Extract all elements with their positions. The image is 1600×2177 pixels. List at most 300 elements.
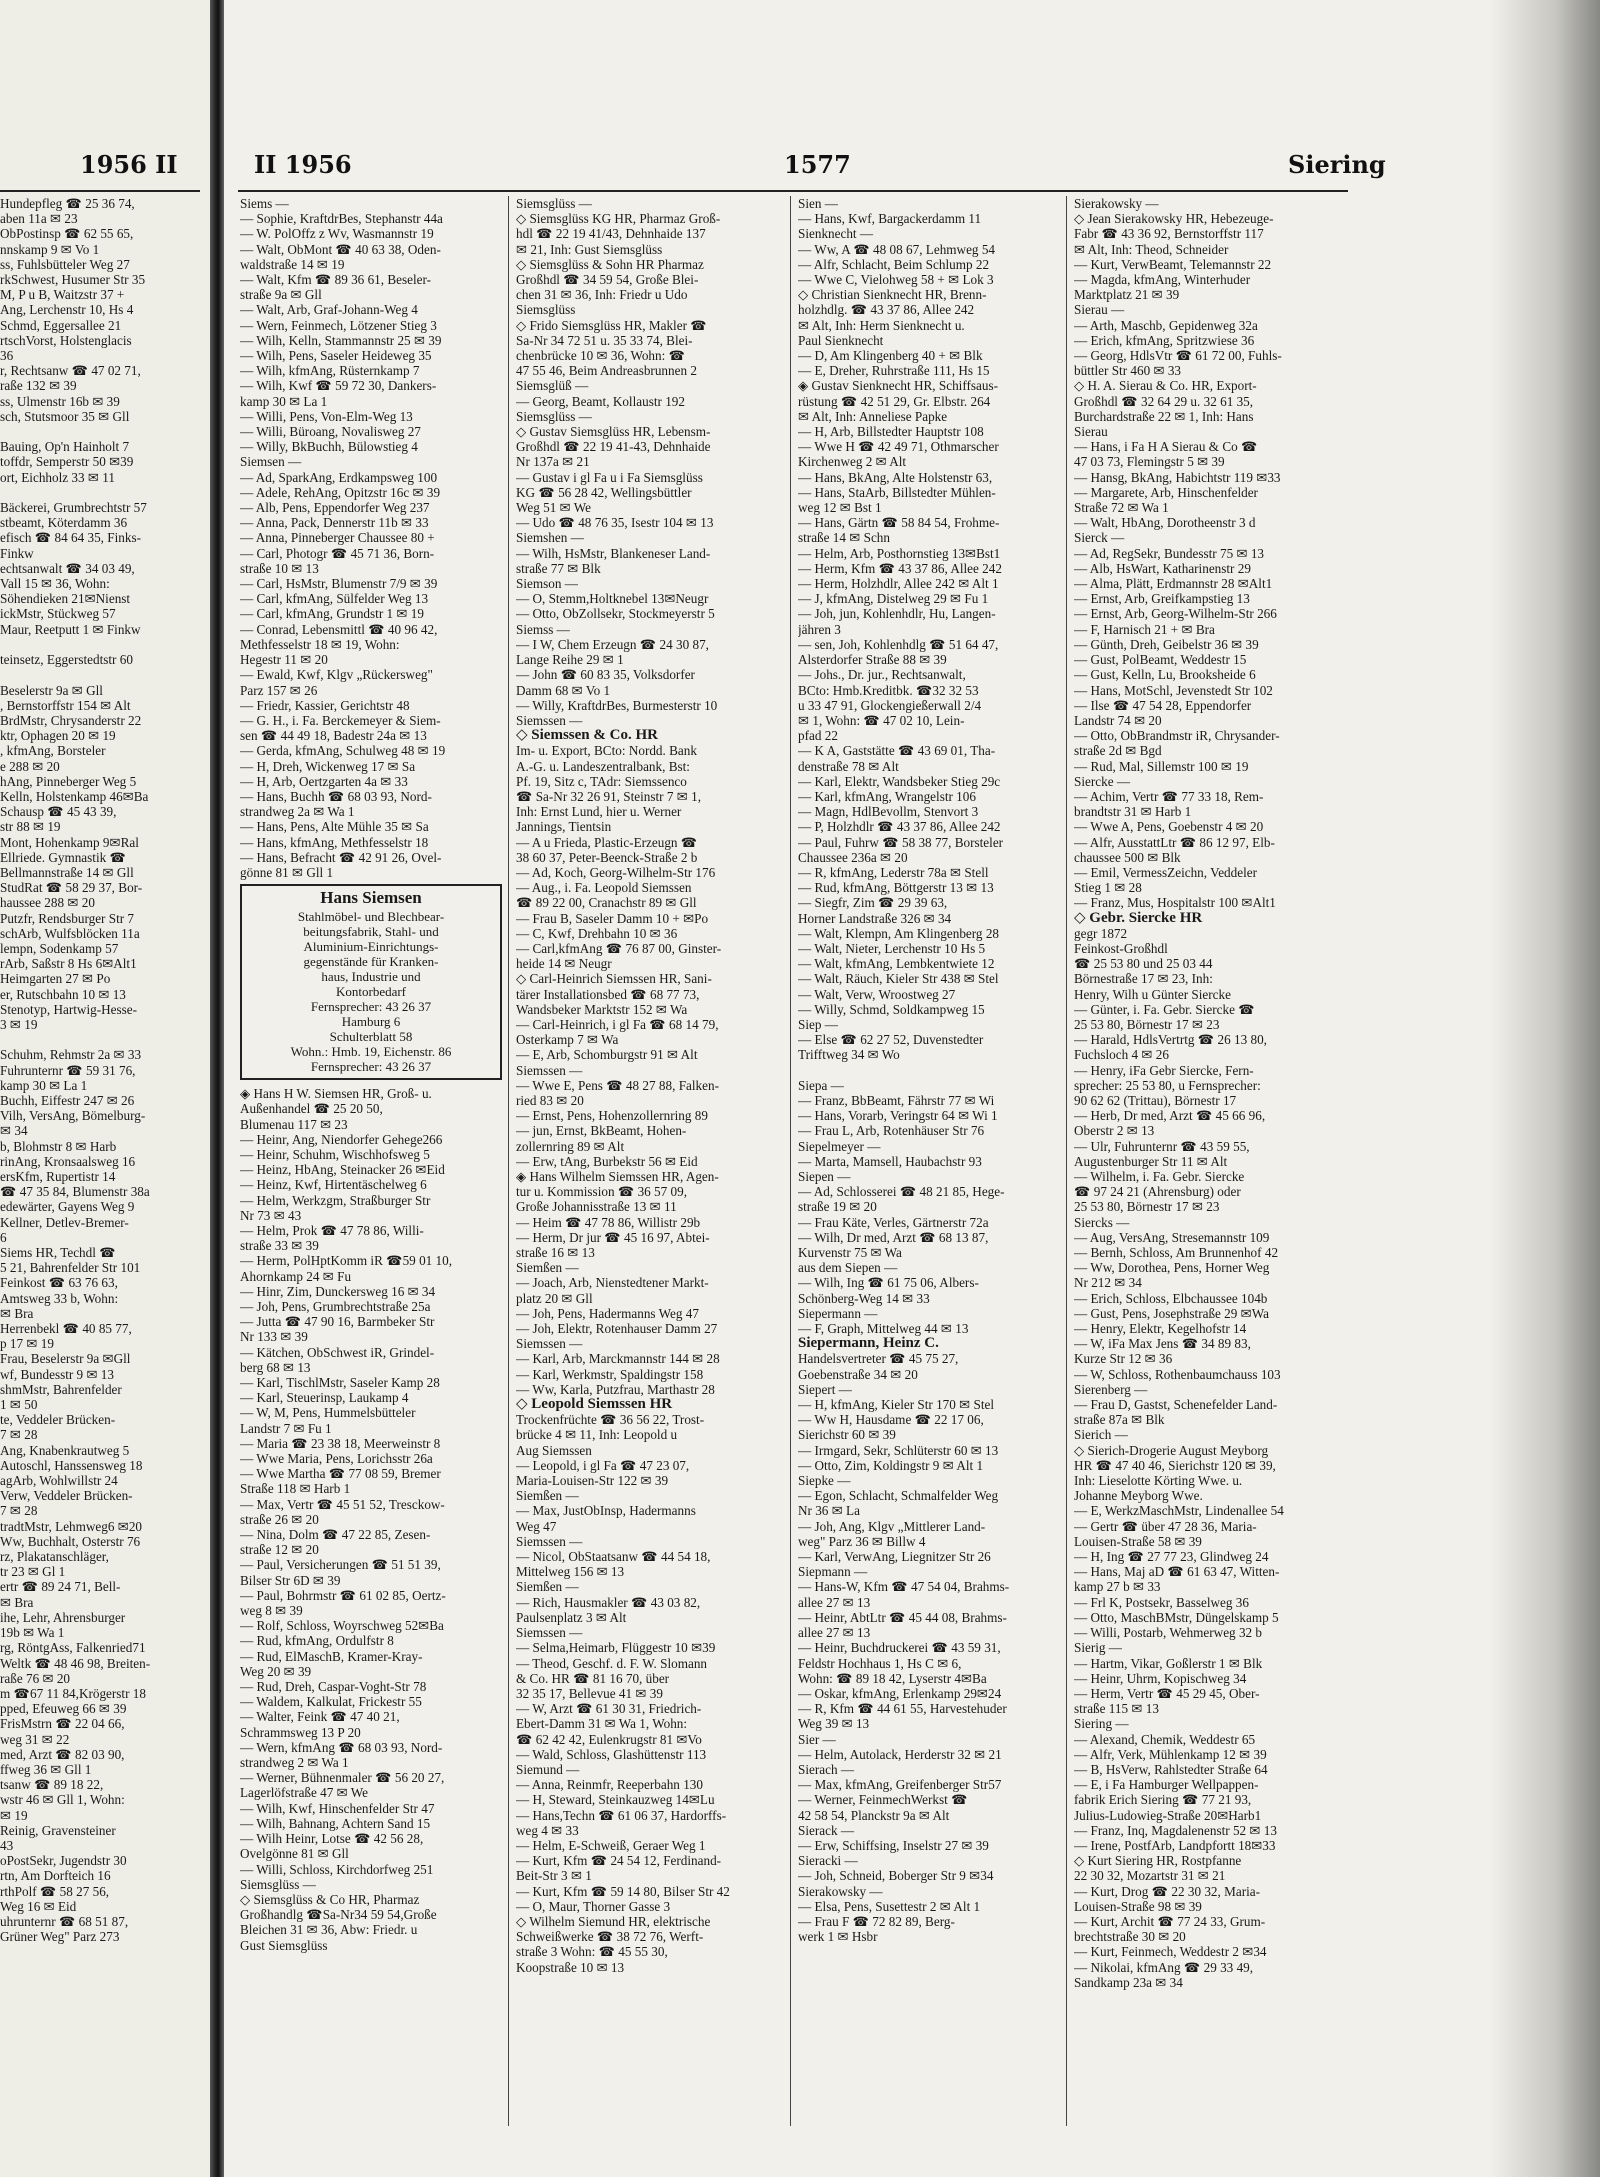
listing-line: Feinkost-Großhdl: [1074, 940, 1168, 956]
listing-line: — Erw, tAng, Burbekstr 56 ✉ Eid: [516, 1153, 698, 1169]
listing-line: Grüner Weg" Parz 273: [0, 1929, 120, 1945]
right-page: [224, 0, 1600, 2177]
listing-line: Louisen-Straße 58 ✉ 39: [1074, 1533, 1202, 1549]
listing-line: Ebert-Damm 31 ✉ Wa 1, Wohn:: [516, 1716, 688, 1732]
listing-line: — Willy, KraftdrBes, Burmesterstr 10: [516, 697, 718, 713]
listing-line: — Wern, kfmAng ☎ 68 03 93, Nord-: [240, 1739, 443, 1755]
listing-line: ktr, Ophagen 20 ✉ 19: [0, 728, 116, 744]
listing-line: ◇ Kurt Siering HR, Rostpfanne: [1074, 1853, 1242, 1869]
listing-line: Großhandlg ☎Sa-Nr34 59 54,Große: [240, 1907, 437, 1923]
listing-line: echtsanwalt ☎ 34 03 49,: [0, 560, 135, 576]
listing-line: Siemsen —: [240, 454, 302, 470]
listing-line: — Hans, Vorarb, Veringstr 64 ✉ Wi 1: [798, 1108, 998, 1124]
listing-line: te, Veddeler Brücken-: [0, 1412, 116, 1428]
listing-line: — Hans, MotSchl, Jevenstedt Str 102: [1074, 682, 1273, 698]
listing-line: kamp 30 ✉ La 1: [240, 393, 328, 409]
listing-line: Horner Landstraße 326 ✉ 34: [798, 910, 952, 926]
listing-line: Nr 137a ✉ 21: [516, 454, 590, 470]
listing-line: — Erw, Schiffsing, Inselstr 27 ✉ 39: [798, 1837, 989, 1853]
listing-line: — Willi, Büroang, Novalisweg 27: [240, 424, 421, 440]
listing-line: — Alb, Pens, Eppendorfer Weg 237: [240, 500, 430, 516]
listing-line: — Paul, Bohrmstr ☎ 61 02 85, Oertz-: [240, 1587, 446, 1603]
listing-line: straße 3 Wohn: ☎ 45 55 30,: [516, 1944, 668, 1960]
listing-line: Inh: Ernst Lund, hier u. Werner: [516, 804, 682, 820]
listing-line: Siepmann —: [798, 1564, 868, 1580]
listing-line: BrdMstr, Chrysanderstr 22: [0, 712, 142, 728]
listing-line: FrisMstrn ☎ 22 04 66,: [0, 1716, 125, 1732]
listing-line: 22 30 32, Mozartstr 31 ✉ 21: [1074, 1868, 1226, 1884]
listing-line: Augustenburger Str 11 ✉ Alt: [1074, 1153, 1228, 1169]
listing-line: Beselerstr 9a ✉ Gll: [0, 682, 103, 698]
listing-line: — W, Schloss, Rothenbaumchauss 103: [1074, 1366, 1281, 1382]
listing-line: — Hans, Gärtn ☎ 58 84 54, Frohme-: [798, 515, 1000, 531]
listing-line: — Walt, Arb, Graf-Johann-Weg 4: [240, 302, 418, 318]
listing-line: — Rich, Hausmakler ☎ 43 03 82,: [516, 1594, 701, 1610]
listing-line: — Carl, kfmAng, Sülfelder Weg 13: [240, 591, 429, 607]
listing-line: Paul Sienknecht: [798, 332, 884, 348]
listing-line: ss, Ulmenstr 16b ✉ 39: [0, 393, 120, 409]
listing-line: ☎ 97 24 21 (Ahrensburg) oder: [1074, 1184, 1241, 1200]
listing-line: rg, RöntgAss, Falkenried71: [0, 1640, 146, 1656]
listing-line: — Hans,Techn ☎ 61 06 37, Hardorffs-: [516, 1807, 727, 1823]
listing-line: — Karl, Werkmstr, Spaldingstr 158: [516, 1366, 704, 1382]
listing-line: brandtstr 31 ✉ Harb 1: [1074, 804, 1192, 820]
listing-line: ◇ Carl-Heinrich Siemssen HR, Sani-: [516, 971, 712, 987]
listing-line: — Hinr, Zim, Dunckersweg 16 ✉ 34: [240, 1283, 436, 1299]
listing-line: stbeamt, Köterdamm 36: [0, 515, 128, 531]
listing-line: — Ernst, Arb, Georg-Wilhelm-Str 266: [1074, 606, 1277, 622]
listing-line: — Wilh Heinr, Lotse ☎ 42 56 28,: [240, 1831, 424, 1847]
advertisement-line: haus, Industrie und: [321, 969, 421, 985]
listing-line: — W. PolOffz z Wv, Wasmannstr 19: [240, 226, 434, 242]
listing-line: straße 12 ✉ 20: [240, 1542, 319, 1558]
listing-line: ◈ Hans H W. Siemsen HR, Groß- u.: [240, 1086, 432, 1102]
listing-line: — R, kfmAng, Lederstr 78a ✉ Stell: [798, 864, 989, 880]
listing-line: — Bernh, Schloss, Am Brunnenhof 42: [1074, 1245, 1279, 1261]
listing-line: — Heinz, Kwf, Hirtentäschelweg 6: [240, 1177, 427, 1193]
listing-line: Aug Siemssen: [516, 1442, 592, 1458]
listing-line: Siemssen —: [516, 1336, 583, 1352]
listing-line: ◇ Wilhelm Siemund HR, elektrische: [516, 1913, 711, 1929]
page-running-head: Siering: [1288, 150, 1386, 179]
listing-line: [0, 1032, 150, 1047]
listing-line: Schweißwerke ☎ 38 72 76, Werft-: [516, 1929, 704, 1945]
listing-line: — Heim ☎ 47 78 86, Willistr 29b: [516, 1214, 701, 1230]
listing-line: — Helm, E-Schweiß, Geraer Weg 1: [516, 1837, 706, 1853]
listing-line: — Henry, iFa Gebr Siercke, Fern-: [1074, 1062, 1254, 1078]
listing-line: — Hans, i Fa H A Sierau & Co ☎: [1074, 439, 1258, 455]
listing-line: ickMstr, Stückweg 57: [0, 606, 116, 622]
listing-line: Siepke —: [798, 1473, 851, 1489]
listing-line: pped, Efeuweg 66 ✉ 39: [0, 1701, 127, 1717]
listing-line: — Frau D, Gastst, Schenefelder Land-: [1074, 1397, 1278, 1413]
listing-line: Amtsweg 33 b, Wohn:: [0, 1290, 119, 1306]
listing-line: Ellriede. Gymnastik ☎: [0, 849, 126, 865]
listing-line: Trifftweg 34 ✉ Wo: [798, 1047, 900, 1063]
listing-line: Mont, Hohenkamp 9✉Ral: [0, 834, 139, 850]
listing-line: Beit-Str 3 ✉ 1: [516, 1868, 592, 1884]
listing-line: — Wald, Schloss, Glashüttenstr 113: [516, 1746, 707, 1762]
listing-line: Autoschl, Hanssensweg 18: [0, 1457, 143, 1473]
listing-line: strandweg 2 ✉ Wa 1: [240, 1755, 349, 1771]
listing-line: — Sophie, KraftdrBes, Stephanstr 44a: [240, 211, 443, 227]
listing-line: — Kurt, Feinmech, Weddestr 2 ✉34: [1074, 1944, 1267, 1960]
advertisement-title: Hans Siemsen: [320, 888, 422, 908]
listing-line: — Conrad, Lebensmittl ☎ 40 96 42,: [240, 621, 438, 637]
listing-line: Bleichen 31 ✉ 36, Abw: Friedr. u: [240, 1922, 418, 1938]
listing-line: 5 21, Bahrenfelder Str 101: [0, 1260, 141, 1276]
listing-line: — Marta, Mamsell, Haubachstr 93: [798, 1153, 982, 1169]
listing-line: fabrik Erich Siering ☎ 77 21 93,: [1074, 1792, 1252, 1808]
listing-line: — B, HsVerw, Rahlstedter Straße 64: [1074, 1761, 1268, 1777]
listing-line: ◇ Siemssen & Co. HR: [516, 728, 658, 744]
listing-line: , Bernstorffstr 154 ✉ Alt: [0, 697, 131, 713]
listing-line: Siemson —: [516, 576, 578, 592]
column-divider: [1066, 196, 1067, 2126]
listing-line: & Co. HR ☎ 81 16 70, über: [516, 1670, 670, 1686]
listing-line: e 288 ✉ 20: [0, 758, 60, 774]
listing-line: ss, Fuhlsbütteler Weg 27: [0, 256, 130, 272]
listing-line: Sierig —: [1074, 1640, 1122, 1656]
listing-line: toffdr, Semperstr 50 ✉39: [0, 454, 134, 470]
listing-line: — Wwe H ☎ 42 49 71, Othmarscher: [798, 439, 999, 455]
listing-line: — Henry, Elektr, Kegelhofstr 14: [1074, 1321, 1247, 1337]
listing-line: nnskamp 9 ✉ Vo 1: [0, 241, 100, 257]
advertisement-line: Stahlmöbel- und Blechbear-: [297, 909, 445, 925]
listing-line: [0, 637, 150, 652]
listing-line: heide 14 ✉ Neugr: [516, 956, 612, 972]
listing-line: A.-G. u. Landeszentralbank, Bst:: [516, 758, 690, 774]
listing-line: Sierich —: [1074, 1427, 1128, 1443]
listing-line: — Werner, FeinmechWerkst ☎: [798, 1792, 968, 1808]
listing-line: — Walt, ObMont ☎ 40 63 38, Oden-: [240, 241, 441, 257]
listing-line: Sierenberg —: [1074, 1381, 1148, 1397]
book-gutter: [210, 0, 224, 2177]
listing-line: 43: [0, 1837, 14, 1853]
listing-line: chaussee 500 ✉ Blk: [1074, 849, 1181, 865]
listing-line: Siemssen —: [516, 1625, 583, 1641]
page-header-edition: II 1956: [254, 150, 352, 179]
listing-line: — Joh, Pens, Grumbrechtstraße 25a: [240, 1298, 431, 1314]
listing-line: Weg 20 ✉ 39: [240, 1663, 312, 1679]
listing-line: straße 115 ✉ 13: [1074, 1701, 1159, 1717]
listing-line: — Herm, Vertr ☎ 45 29 45, Ober-: [1074, 1685, 1260, 1701]
listing-line: straße 16 ✉ 13: [516, 1245, 595, 1261]
listing-line: — Joh, jun, Kohlenhdlr, Hu, Langen-: [798, 606, 996, 622]
listing-line: denstraße 78 ✉ Alt: [798, 758, 899, 774]
listing-line: rz, Plakatanschläger,: [0, 1549, 109, 1565]
listing-line: 19b ✉ Wa 1: [0, 1625, 65, 1641]
listing-line: gegr 1872: [1074, 925, 1128, 941]
listing-line: Sierau: [1074, 424, 1108, 440]
listing-line: Wandsbeker Marktstr 152 ✉ Wa: [516, 1001, 688, 1017]
listing-line: Siemsglüss: [516, 302, 576, 318]
listing-line: — Aug, VersAng, Stresemannstr 109: [1074, 1229, 1270, 1245]
listing-line: — Ad, Schlosserei ☎ 48 21 85, Hege-: [798, 1184, 1005, 1200]
listing-line: [0, 667, 150, 682]
listing-line: Hegestr 11 ✉ 20: [240, 652, 328, 668]
listing-line: sen ☎ 44 49 18, Badestr 24a ✉ 13: [240, 728, 427, 744]
listing-line: ◇ Leopold Siemssen HR: [516, 1397, 673, 1413]
listing-line: Fabr ☎ 43 36 92, Bernstorffstr 117: [1074, 226, 1264, 242]
directory-column-4: [1074, 196, 1340, 1990]
listing-line: Landstr 74 ✉ 20: [1074, 712, 1162, 728]
listing-line: — Willi, Pens, Von-Elm-Weg 13: [240, 408, 413, 424]
advertisement-line: Kontorbedarf: [335, 984, 407, 1000]
listing-line: — Willi, Postarb, Wehmerweg 32 b: [1074, 1625, 1263, 1641]
listing-line: — Heinr, Buchdruckerei ☎ 43 59 31,: [798, 1640, 1001, 1656]
left-page-header: 1956 II: [80, 150, 178, 179]
listing-line: rtschVorst, Holstenglacis: [0, 332, 132, 348]
listing-line: — Selma,Heimarb, Flüggestr 10 ✉39: [516, 1640, 716, 1656]
listing-line: — Willy, Schmd, Soldkampweg 15: [798, 1001, 985, 1017]
listing-line: — Ilse ☎ 47 54 28, Eppendorfer: [1074, 697, 1252, 713]
listing-line: ◇ H. A. Sierau & Co. HR, Export-: [1074, 378, 1257, 394]
listing-line: ffweg 36 ✉ Gll 1: [0, 1761, 92, 1777]
listing-line: — Gust, PolBeamt, Weddestr 15: [1074, 652, 1247, 668]
listing-line: — Kätchen, ObSchwest iR, Grindel-: [240, 1344, 435, 1360]
listing-line: aus dem Siepen —: [798, 1260, 898, 1276]
listing-line: Gust Siemsglüss: [240, 1937, 328, 1953]
listing-line: Siepermann —: [798, 1305, 878, 1321]
listing-line: kamp 27 b ✉ 33: [1074, 1579, 1161, 1595]
listing-line: holzhdlg. ☎ 43 37 86, Allee 242: [798, 302, 975, 318]
listing-line: Sieracki —: [798, 1853, 858, 1869]
listing-line: Koopstraße 10 ✉ 13: [516, 1959, 625, 1975]
advertisement-line: Schulterblatt 58: [329, 1029, 413, 1045]
listing-line: Johanne Meyborg Wwe.: [1074, 1488, 1203, 1504]
left-header-rule: [0, 190, 200, 192]
listing-line: Großhdl ☎ 34 59 54, Große Blei-: [516, 272, 699, 288]
listing-line: Nr 73 ✉ 43: [240, 1207, 302, 1223]
listing-line: Siemsglüss —: [516, 196, 592, 211]
directory-column-3: [798, 196, 1060, 1944]
listing-line: sch, Stutsmoor 35 ✉ Gll: [0, 408, 130, 424]
listing-line: Goebenstraße 34 ✉ 20: [798, 1366, 918, 1382]
listing-line: haussee 288 ✉ 20: [0, 895, 95, 911]
listing-line: Handelsvertreter ☎ 45 75 27,: [798, 1351, 959, 1367]
listing-line: [0, 485, 150, 500]
listing-line: ried 83 ✉ 20: [516, 1092, 584, 1108]
listing-line: — Nicol, ObStaatsanw ☎ 44 54 18,: [516, 1549, 711, 1565]
listing-line: — Oskar, kfmAng, Erlenkamp 29✉24: [798, 1685, 1002, 1701]
listing-line: StudRat ☎ 58 29 37, Bor-: [0, 880, 143, 896]
listing-line: str 88 ✉ 19: [0, 819, 61, 835]
listing-line: ◇ Christian Sienknecht HR, Brenn-: [798, 287, 987, 303]
listing-line: — Werner, Bühnenmaler ☎ 56 20 27,: [240, 1770, 445, 1786]
listing-line: Landstr 7 ✉ Fu 1: [240, 1420, 332, 1436]
listing-line: — Gerda, kfmAng, Schulweg 48 ✉ 19: [240, 743, 446, 759]
listing-line: — Leopold, i gl Fa ☎ 47 23 07,: [516, 1457, 690, 1473]
listing-line: — Joach, Arb, Nienstedtener Markt-: [516, 1275, 709, 1291]
listing-line: — Karl, Steuerinsp, Laukamp 4: [240, 1390, 409, 1406]
column-divider: [508, 196, 509, 2126]
listing-line: Henry, Wilh u Günter Siercke: [1074, 986, 1231, 1002]
listing-line: Louisen-Straße 98 ✉ 39: [1074, 1898, 1202, 1914]
listing-line: — Georg, Beamt, Kollaustr 192: [516, 393, 685, 409]
listing-line: Maur, Reetputt 1 ✉ Finkw: [0, 621, 141, 637]
listing-line: — Friedr, Kassier, Gerichtstr 48: [240, 697, 410, 713]
listing-line: Siepa —: [798, 1077, 844, 1093]
listing-line: straße 9a ✉ Gll: [240, 287, 322, 303]
listing-line: — Wilh, Kwf, Hinschenfelder Str 47: [240, 1800, 435, 1816]
listing-line: — Carl,kfmAng ☎ 76 87 00, Ginster-: [516, 940, 722, 956]
listing-line: — Max, Vertr ☎ 45 51 52, Tresckow-: [240, 1496, 445, 1512]
listing-line: — Hans, Maj aD ☎ 61 63 47, Witten-: [1074, 1564, 1280, 1580]
listing-line: — Wilh, Kwf ☎ 59 72 30, Dankers-: [240, 378, 437, 394]
listing-line: — Joh, Pens, Hadermanns Weg 47: [516, 1305, 699, 1321]
listing-line: Siemßen —: [516, 1260, 579, 1276]
listing-line: — Walter, Feink ☎ 47 40 21,: [240, 1709, 400, 1725]
listing-line: Sier —: [798, 1731, 836, 1747]
listing-line: weg" Parz 36 ✉ Billw 4: [798, 1533, 926, 1549]
listing-line: — R, Kfm ☎ 44 61 55, Harvestehuder: [798, 1701, 1007, 1717]
listing-line: Siemsglüß —: [516, 378, 589, 394]
listing-line: 25 53 80, Börnestr 17 ✉ 23: [1074, 1016, 1220, 1032]
listing-line: 47 03 73, Flemingstr 5 ✉ 39: [1074, 454, 1225, 470]
listing-line: — Hans, kfmAng, Methfesselstr 18: [240, 834, 429, 850]
listing-line: — Frau B, Saseler Damm 10 + ✉Po: [516, 910, 709, 926]
listing-line: straße 33 ✉ 39: [240, 1238, 319, 1254]
listing-line: wstr 46 ✉ Gll 1, Wohn:: [0, 1792, 125, 1808]
listing-line: — Udo ☎ 48 76 35, Isestr 104 ✉ 13: [516, 515, 714, 531]
listing-line: Kurvenstr 75 ✉ Wa: [798, 1245, 902, 1261]
listing-line: ✉ Bra: [0, 1594, 34, 1610]
listing-line: — Herm, Holzhdlr, Allee 242 ✉ Alt 1: [798, 576, 999, 592]
listing-line: Siepert —: [798, 1381, 852, 1397]
listing-line: Siemsglüss —: [240, 1876, 316, 1892]
page-number: 1577: [784, 150, 851, 179]
listing-line: Siemßen —: [516, 1579, 579, 1595]
listing-line: Frau, Beselerstr 9a ✉Gll: [0, 1351, 131, 1367]
listing-line: Sa-Nr 34 72 51 u. 35 33 74, Blei-: [516, 332, 693, 348]
listing-line: Sierach —: [798, 1761, 855, 1777]
listing-line: — Kurt, Kfm ☎ 59 14 80, Bilser Str 42: [516, 1883, 730, 1899]
listing-line: — J, kfmAng, Distelweg 29 ✉ Fu 1: [798, 591, 989, 607]
listing-line: — Herm, Dr jur ☎ 45 16 97, Abtei-: [516, 1229, 710, 1245]
listing-line: werk 1 ✉ Hsbr: [798, 1929, 878, 1945]
listing-line: ✉ 34: [0, 1123, 28, 1139]
listing-line: ersKfm, Rupertistr 14: [0, 1169, 116, 1184]
listing-line: Damm 68 ✉ Vo 1: [516, 682, 611, 698]
listing-line: Sierau —: [1074, 302, 1125, 318]
listing-line: rArb, Saßstr 8 Hs 6✉Alt1: [0, 956, 137, 972]
listing-line: Pf. 19, Sitz c, TAdr: Siemssenco: [516, 773, 687, 789]
listing-line: — Ulr, Fuhrunternr ☎ 43 59 55,: [1074, 1138, 1250, 1154]
listing-line: 7 ✉ 28: [0, 1427, 38, 1443]
listing-line: weg 8 ✉ 39: [240, 1603, 303, 1619]
listing-line: — Karl, VerwAng, Liegnitzer Str 26: [798, 1549, 991, 1565]
listing-line: — Heinr, Uhrm, Kopischweg 34: [1074, 1670, 1247, 1686]
listing-line: — Hans, Befracht ☎ 42 91 26, Ovel-: [240, 849, 442, 865]
listing-line: — H, kfmAng, Kieler Str 170 ✉ Stel: [798, 1397, 995, 1413]
listing-line: Weltk ☎ 48 46 98, Breiten-: [0, 1655, 151, 1671]
listing-line: Kelln, Holstenkamp 46✉Ba: [0, 788, 149, 804]
listing-line: — Aug., i. Fa. Leopold Siemssen: [516, 880, 692, 896]
listing-line: — Ad, Koch, Georg-Wilhelm-Str 176: [516, 864, 716, 880]
listing-line: ◇ Siemsglüss & Co HR, Pharmaz: [240, 1891, 420, 1907]
listing-line: brechtstraße 30 ✉ 20: [1074, 1929, 1186, 1945]
listing-line: Sierakowsky —: [798, 1883, 883, 1899]
listing-line: ◇ Jean Sierakowsky HR, Hebezeuge-: [1074, 211, 1274, 227]
listing-line: Schuhm, Rehmstr 2a ✉ 33: [0, 1047, 142, 1063]
listing-line: 47 55 46, Beim Andreasbrunnen 2: [516, 363, 697, 379]
listing-line: — Otto, ObBrandmstr iR, Chrysander-: [1074, 728, 1280, 744]
listing-line: raße 132 ✉ 39: [0, 378, 77, 394]
listing-line: ✉ 19: [0, 1807, 28, 1823]
listing-line: weg 31 ✉ 22: [0, 1731, 70, 1747]
listing-line: — Ad, RegSekr, Bundesstr 75 ✉ 13: [1074, 545, 1265, 561]
listing-line: — Wilh, Dr med, Arzt ☎ 68 13 87,: [798, 1229, 989, 1245]
listing-line: — Hansg, BkAng, Habichtstr 119 ✉33: [1074, 469, 1281, 485]
listing-line: — Frau L, Arb, Rotenhäuser Str 76: [798, 1123, 985, 1139]
listing-line: Oberstr 2 ✉ 13: [1074, 1123, 1155, 1139]
listing-line: — Wwe E, Pens ☎ 48 27 88, Falken-: [516, 1077, 719, 1093]
listing-line: — W, iFa Max Jens ☎ 34 89 83,: [1074, 1336, 1251, 1352]
listing-line: — E, Arb, Schomburgstr 91 ✉ Alt: [516, 1047, 698, 1063]
listing-line: — Joh, Elektr, Rotenhauser Damm 27: [516, 1321, 718, 1337]
listing-line: ObPostinsp ☎ 62 55 65,: [0, 226, 134, 242]
listing-line: wf, Bundesstr 9 ✉ 13: [0, 1366, 114, 1382]
listing-line: Ahornkamp 24 ✉ Fu: [240, 1268, 352, 1284]
listing-line: Chaussee 236a ✉ 20: [798, 849, 908, 865]
listing-line: — W, M, Pens, Hummelsbütteler: [240, 1405, 416, 1421]
listing-line: — Günth, Dreh, Geibelstr 36 ✉ 39: [1074, 636, 1259, 652]
listing-line: ☎ 89 22 00, Cranachstr 89 ✉ Gll: [516, 895, 697, 911]
listing-line: — Otto, Zim, Koldingstr 9 ✉ Alt 1: [798, 1457, 984, 1473]
listing-line: Siemshen —: [516, 530, 584, 546]
listing-line: tärer Installationsbed ☎ 68 77 73,: [516, 986, 700, 1002]
listing-line: — Gust, Pens, Josephstraße 29 ✉Wa: [1074, 1305, 1269, 1321]
listing-line: — W, Arzt ☎ 61 30 31, Friedrich-: [516, 1701, 702, 1717]
listing-line: — Paul, Fuhrw ☎ 58 38 77, Borsteler: [798, 834, 1004, 850]
listing-line: ◇ Siemsglüss KG HR, Pharmaz Groß-: [516, 211, 721, 227]
listing-line: — Helm, Arb, Posthornstieg 13✉Bst1: [798, 545, 1001, 561]
listing-line: — Ww H, Hausdame ☎ 22 17 06,: [798, 1412, 984, 1428]
listing-line: — Alfr, Schlacht, Beim Schlump 22: [798, 256, 990, 272]
listing-line: 36: [0, 348, 14, 364]
listing-line: — Maria ☎ 23 38 18, Meerweinstr 8: [240, 1435, 441, 1451]
listing-line: — Gust, Kelln, Lu, Brooksheide 6: [1074, 667, 1256, 683]
listing-line: — Emil, VermessZeichn, Veddeler: [1074, 864, 1257, 880]
listing-line: — Walt, Klempn, Am Klingenberg 28: [798, 925, 1000, 941]
listing-line: teinsetz, Eggerstedtstr 60: [0, 652, 133, 668]
listing-line: Finkw: [0, 545, 34, 561]
listing-line: Bauing, Op'n Hainholt 7: [0, 439, 130, 455]
listing-line: sprecher: 25 53 80, u Fernsprecher:: [1074, 1077, 1261, 1093]
listing-line: M, P u B, Waitzstr 37 +: [0, 287, 125, 303]
listing-line: Siemssen —: [516, 712, 583, 728]
listing-line: — A u Frieda, Plastic-Erzeugn ☎: [516, 834, 698, 850]
listing-line: — Willy, BkBuchh, Bülowstieg 4: [240, 439, 418, 455]
listing-line: Nr 133 ✉ 39: [240, 1329, 308, 1345]
listing-line: hdl ☎ 22 19 41/43, Dehnhaide 137: [516, 226, 706, 242]
listing-line: Stenotyp, Hartwig-Hesse-: [0, 1001, 137, 1017]
listing-line: Trockenfrüchte ☎ 36 56 22, Trost-: [516, 1412, 705, 1428]
listing-line: ort, Eichholz 33 ✉ 11: [0, 469, 115, 485]
listing-line: Sien —: [798, 196, 838, 211]
listing-line: — Alexand, Chemik, Weddestr 65: [1074, 1731, 1256, 1747]
listing-line: — Karl, kfmAng, Wrangelstr 106: [798, 788, 976, 804]
listing-line: — Arth, Maschb, Gepidenweg 32a: [1074, 317, 1258, 333]
listing-line: — Kurt, Drog ☎ 22 30 32, Maria-: [1074, 1883, 1261, 1899]
listing-line: Siepermann, Heinz C.: [798, 1336, 939, 1352]
listing-line: Sienknecht —: [798, 226, 874, 242]
listing-line: Schausp ☎ 45 43 39,: [0, 804, 117, 820]
listing-line: — Walt, Kfm ☎ 89 36 61, Beseler-: [240, 272, 432, 288]
listing-line: — Joh, Schneid, Boberger Str 9 ✉34: [798, 1868, 994, 1884]
listing-line: Bellmannstraße 14 ✉ Gll: [0, 864, 134, 880]
